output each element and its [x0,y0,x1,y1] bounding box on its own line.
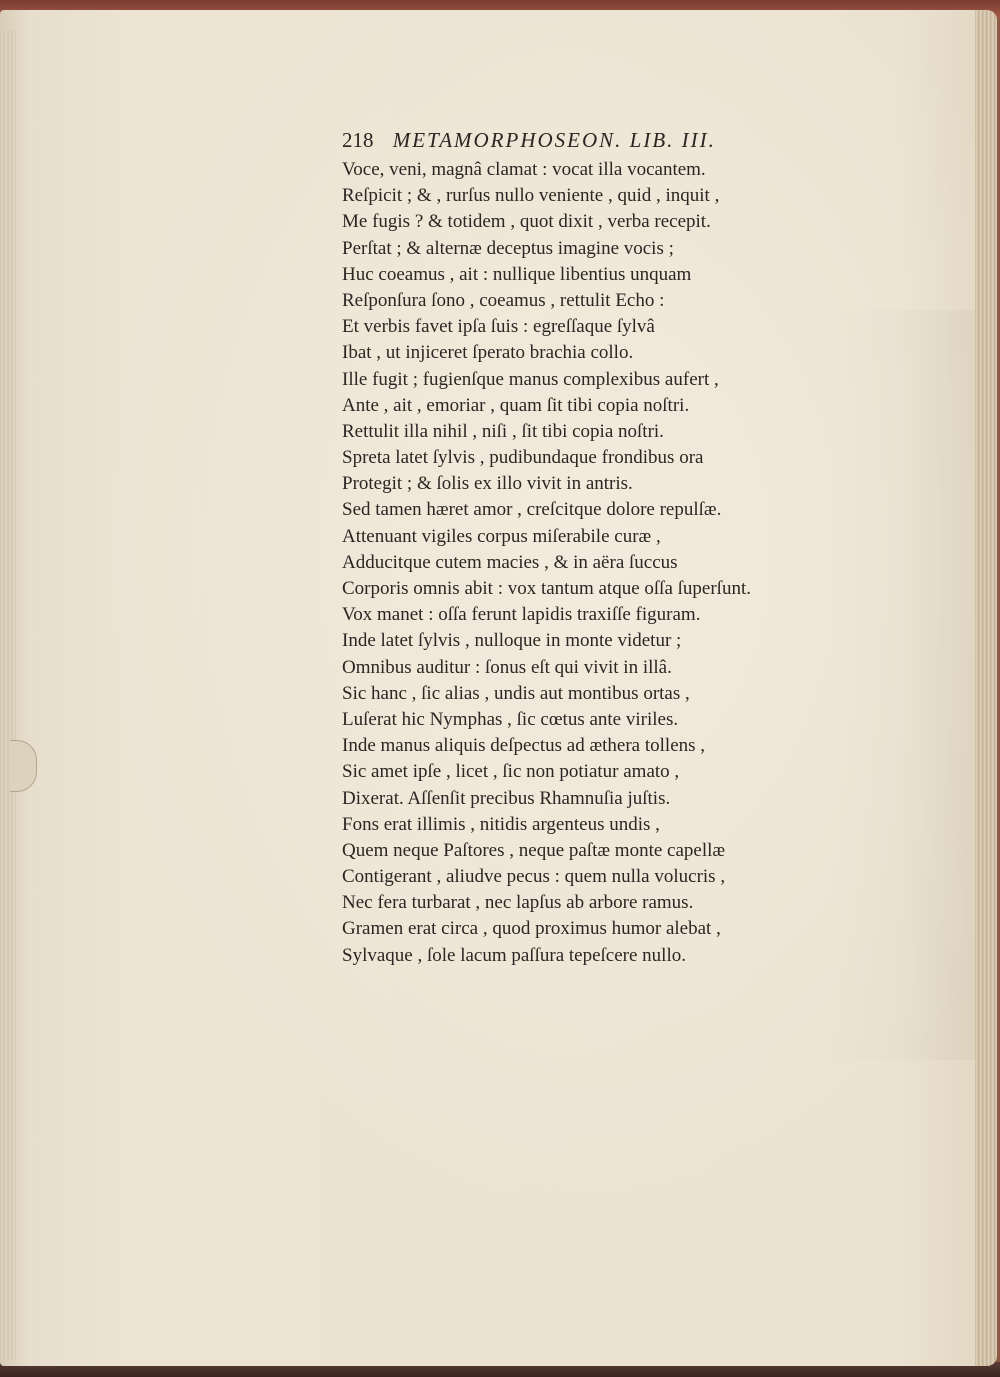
verse-line: Contigerant , aliudve pecus : quem nulla volucris , [342,866,726,888]
verse-line: Nec fera turbarat , nec lapſus ab arbore ramus. [342,892,694,914]
verse-line: Huc coeamus , ait : nullique libentius unquam [342,263,692,285]
verse-line: Luſerat hic Nymphas , ſic cœtus ante viriles. [342,708,679,730]
paper-show-through [830,310,980,1060]
verse-line: Spreta latet ſylvis , pudibundaque frondibus ora [342,447,704,469]
verse-line: Vox manet : oſſa ferunt lapidis traxiſſe figuram. [342,604,701,626]
running-title: METAMORPHOSEON. LIB. III. [392,128,716,152]
verse-line: Quem neque Paſtores , neque paſtæ monte capellæ [342,839,726,861]
page-stack-edge [975,10,997,1366]
verse-line: Sic amet ipſe , licet , ſic non potiatur amato , [342,761,680,783]
verse-line: Gramen erat circa , quod proximus humor alebat , [342,918,721,940]
verse-line: Inde latet ſylvis , nulloque in monte videtur ; [342,630,682,652]
verse-line: Et verbis favet ipſa ſuis : egreſſaque ſylvâ [342,316,655,338]
verse-line: Perſtat ; & alternæ deceptus imagine vocis ; [342,237,674,259]
verse-line: Voce, veni, magnâ clamat : vocat illa vocantem. [342,159,706,180]
page-gutter [0,30,16,1360]
verse-line: Sic hanc , ſic alias , undis aut montibus ortas , [342,682,690,704]
page-tab-mark [10,740,37,792]
verse-line: Sylvaque , ſole lacum paſſura tepeſcere nullo. [342,944,686,966]
running-header [342,128,842,153]
verse-line: Corporis omnis abit : vox tantum atque oſſa ſuperſunt. [342,578,751,599]
verse-line: Rettulit illa nihil , niſi , ſit tibi copia noſtri. [342,420,664,442]
verse-line: Dixerat. Aſſenſit precibus Rhamnuſia juſtis. [342,787,671,809]
verse-line: Ille fugit ; fugienſque manus complexibus aufert , [342,368,719,390]
verse-line: Me fugis ? & totidem , quot dixit , verba recepit. [342,211,711,233]
verse-line: Ibat , ut injiceret ſperato brachia collo. [342,342,634,364]
verse-line: Fons erat illimis , nitidis argenteus undis , [342,813,660,835]
page-number: 218 [342,128,374,152]
verse-block [342,157,751,969]
verse-line: Protegit ; & ſolis ex illo vivit in antris. [342,473,633,495]
verse-line: Sed tamen hæret amor , creſcitque dolore repulſæ. [342,499,722,521]
verse-line: Ante , ait , emoriar , quam ſit tibi copia noſtri. [342,394,690,416]
verse-line: Reſponſura ſono , coeamus , rettulit Echo : [342,289,665,311]
verse-line: Inde manus aliquis deſpectus ad æthera tollens , [342,735,706,757]
verse-line: Adducitque cutem macies , & in aëra ſuccus [342,551,678,573]
verse-line: Omnibus auditur : ſonus eſt qui vivit in illâ. [342,656,672,678]
verse-line: Attenuant vigiles corpus miſerabile curæ , [342,525,661,547]
verse-line: Reſpicit ; & , rurſus nullo veniente , quid , inquit , [342,185,720,207]
